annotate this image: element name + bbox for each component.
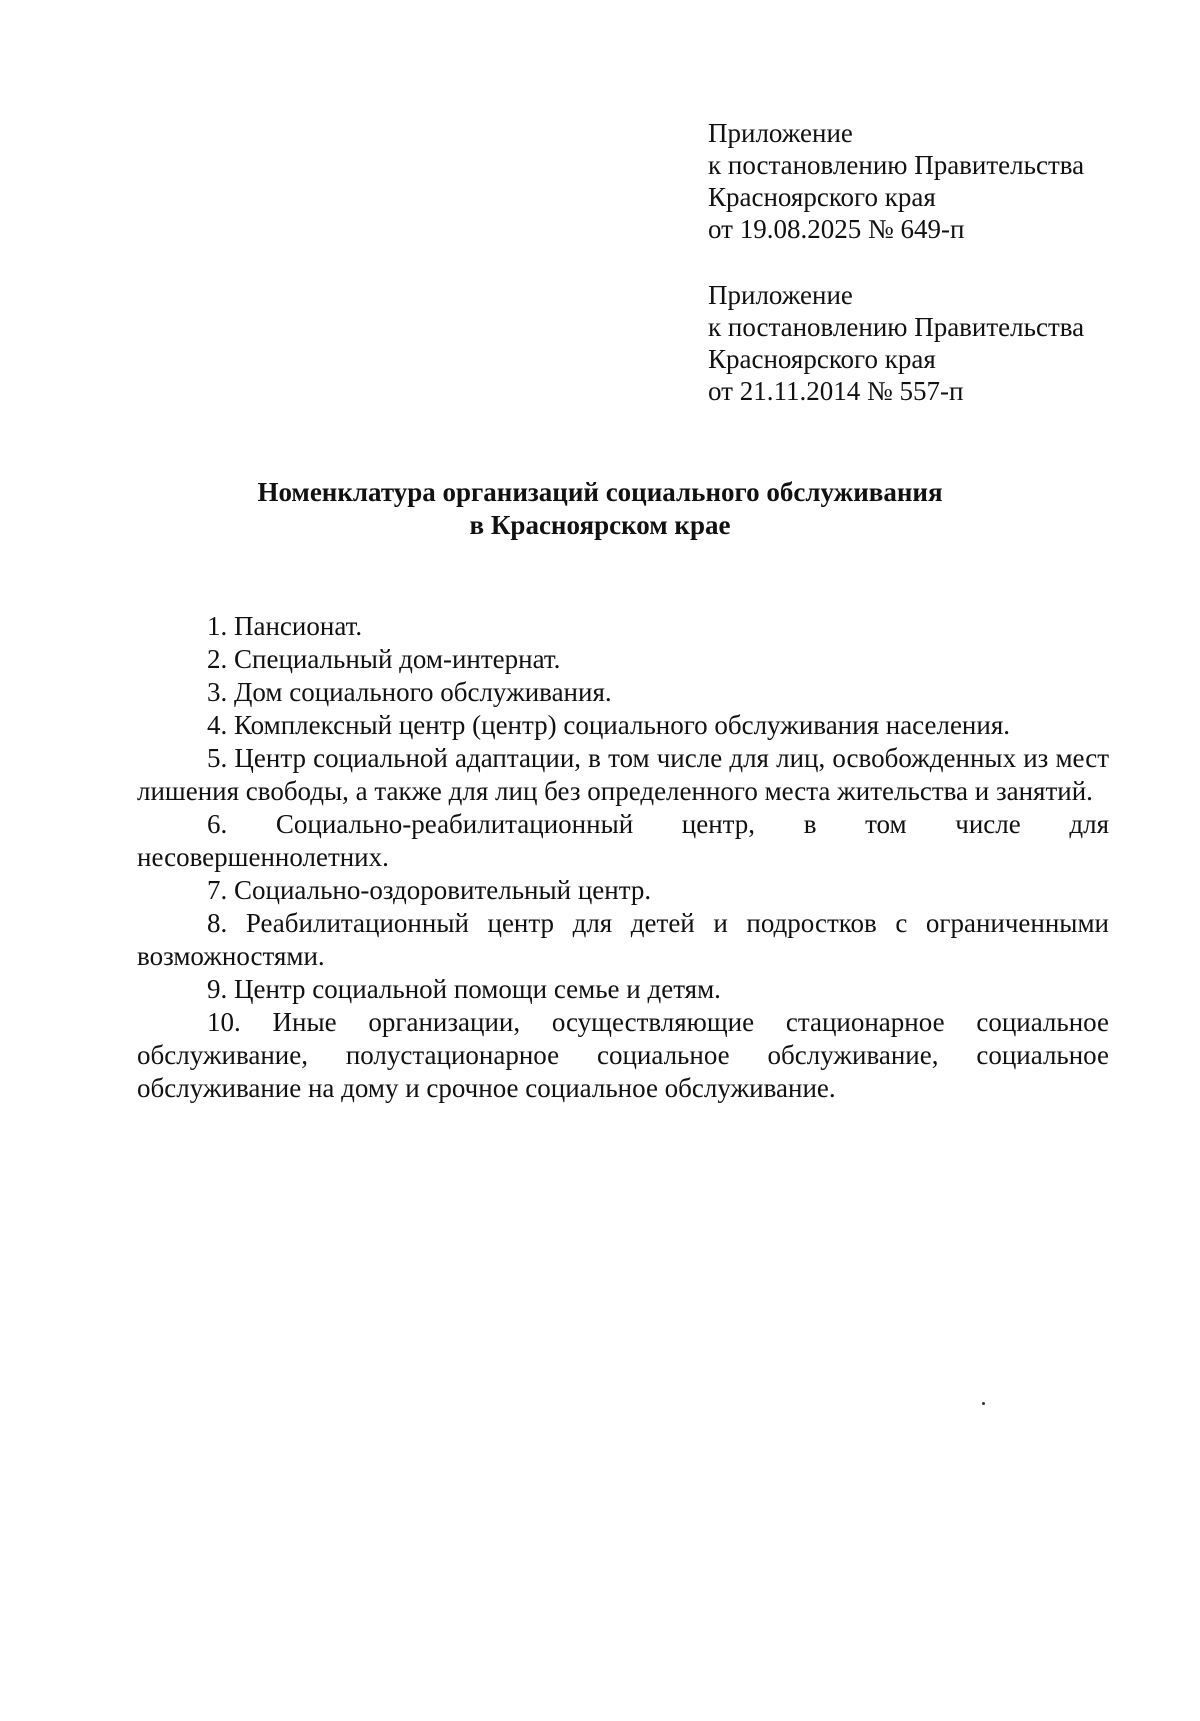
list-item: 3. Дом социального обслуживания.: [207, 677, 612, 707]
list-item: 5. Центр социальной адаптации, в том числе для лиц, освобожденных из мест лишения свободы, а также для лиц без определенного места жительства и занятий.: [137, 743, 1109, 806]
list-item: 1. Пансионат.: [207, 611, 363, 641]
appendix-date-number: от 19.08.2025 № 649-п: [708, 214, 965, 244]
nomenclature-list: [137, 610, 1109, 1105]
appendix-date-number: от 21.11.2014 № 557-п: [708, 376, 964, 406]
list-item: 8. Реабилитационный центр для детей и подростков с ограниченными возможностями.: [137, 908, 1109, 971]
list-item: 10. Иные организации, осуществляющие стационарное социальное обслуживание, полустационарное социальное обслуживание, социальное обслуживание на дому и срочное социальное обслуживание.: [137, 1007, 1109, 1103]
list-item: 7. Социально-оздоровительный центр.: [207, 875, 652, 905]
list-item: 9. Центр социальной помощи семье и детям.: [207, 974, 721, 1004]
document-title: [100, 476, 1100, 542]
scan-speck: [982, 1402, 985, 1405]
appendix-label: Приложение: [708, 280, 853, 310]
list-item: 4. Комплексный центр (центр) социального обслуживания населения.: [207, 710, 1010, 740]
appendix-header-original: [708, 279, 1148, 407]
list-item: 6. Социально-реабилитационный центр, в том числе для несовершеннолетних.: [137, 809, 1109, 872]
list-item: 2. Специальный дом-интернат.: [207, 644, 561, 674]
appendix-region-line: Красноярского края: [708, 182, 936, 212]
appendix-label: Приложение: [708, 118, 853, 148]
appendix-region-line: Красноярского края: [708, 344, 936, 374]
appendix-resolution-line: к постановлению Правительства: [708, 312, 1085, 342]
document-title-line-2: в Красноярском крае: [469, 510, 731, 540]
appendix-resolution-line: к постановлению Правительства: [708, 150, 1085, 180]
appendix-header-current: [708, 117, 1148, 245]
document-title-line-1: Номенклатура организаций социального обслуживания: [257, 477, 943, 507]
